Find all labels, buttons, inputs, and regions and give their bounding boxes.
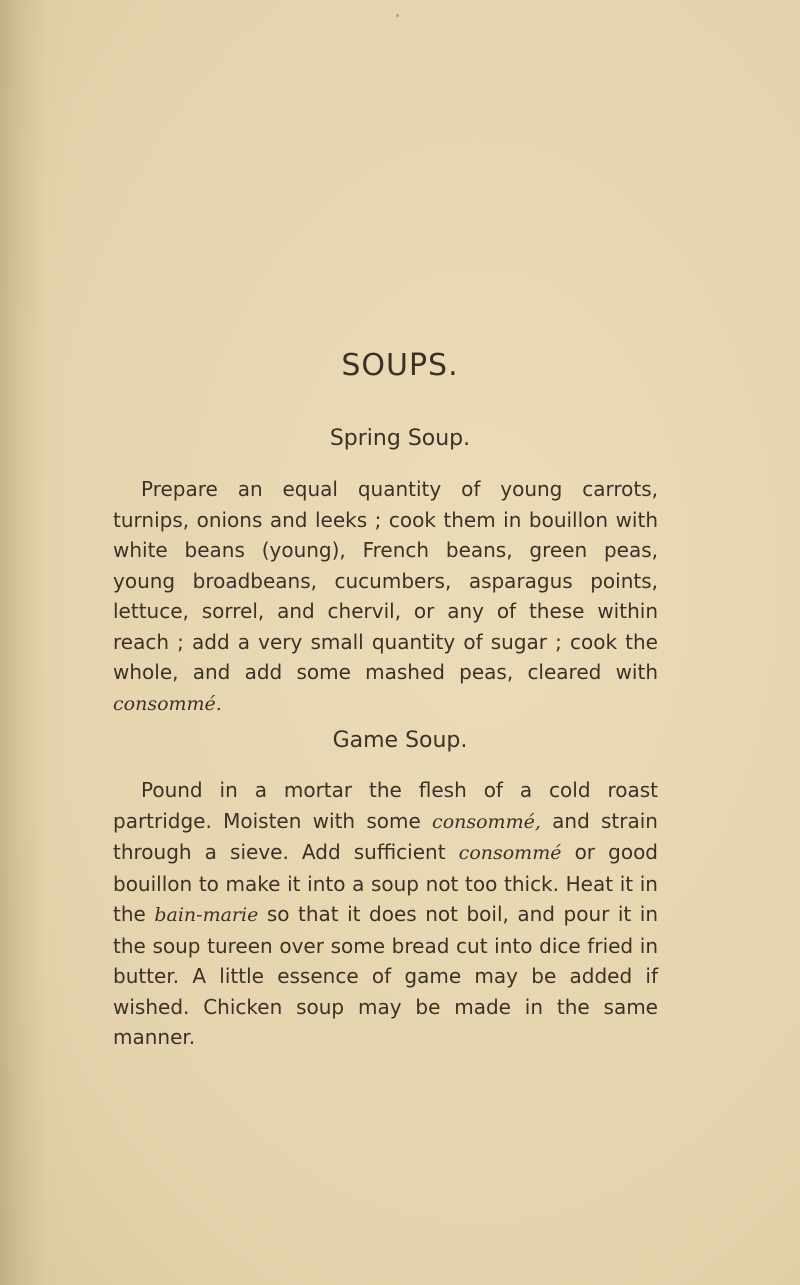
recipe-italic-term: consommé. — [113, 692, 222, 715]
recipe-body-spring-soup — [113, 474, 658, 719]
recipe-text: so that it does not boil, and pour it in the soup tureen over some bread cut into dice fried in butter. A little essence of game may be added if wished. Chicken soup may be made in the same manner. — [113, 902, 658, 1049]
recipe-italic-term: bain-marie — [154, 904, 259, 926]
recipe-title-game-soup: Game Soup. — [332, 728, 468, 753]
print-speck — [396, 14, 399, 17]
recipe-text: and strain through a sieve. Add sufficient — [113, 808, 658, 864]
recipe-title-spring-soup: Spring Soup. — [329, 426, 471, 451]
recipe-italic-term: consommé, — [432, 810, 541, 833]
recipe-body-game-soup — [113, 775, 658, 1053]
recipe-text: Pound in a mortar the flesh of a cold roast partridge. Moisten with some — [113, 778, 658, 833]
recipe-text: or good bouillon to make it into a soup not too thick. Heat it in the — [113, 840, 658, 926]
page-heading: SOUPS. — [341, 348, 459, 383]
recipe-text: Prepare an equal quantity of young carrots, turnips, onions and leeks ; cook them in bouillon with white beans (young), French beans, green peas, young broadbeans, cucumbers, asparagus points, lettuce, sorrel, and chervil, or any of these within reach ; add a very small quantity of sugar ; cook the whole, and add some mashed peas, cleared with — [113, 477, 658, 684]
recipe-italic-term: consommé — [458, 842, 562, 864]
